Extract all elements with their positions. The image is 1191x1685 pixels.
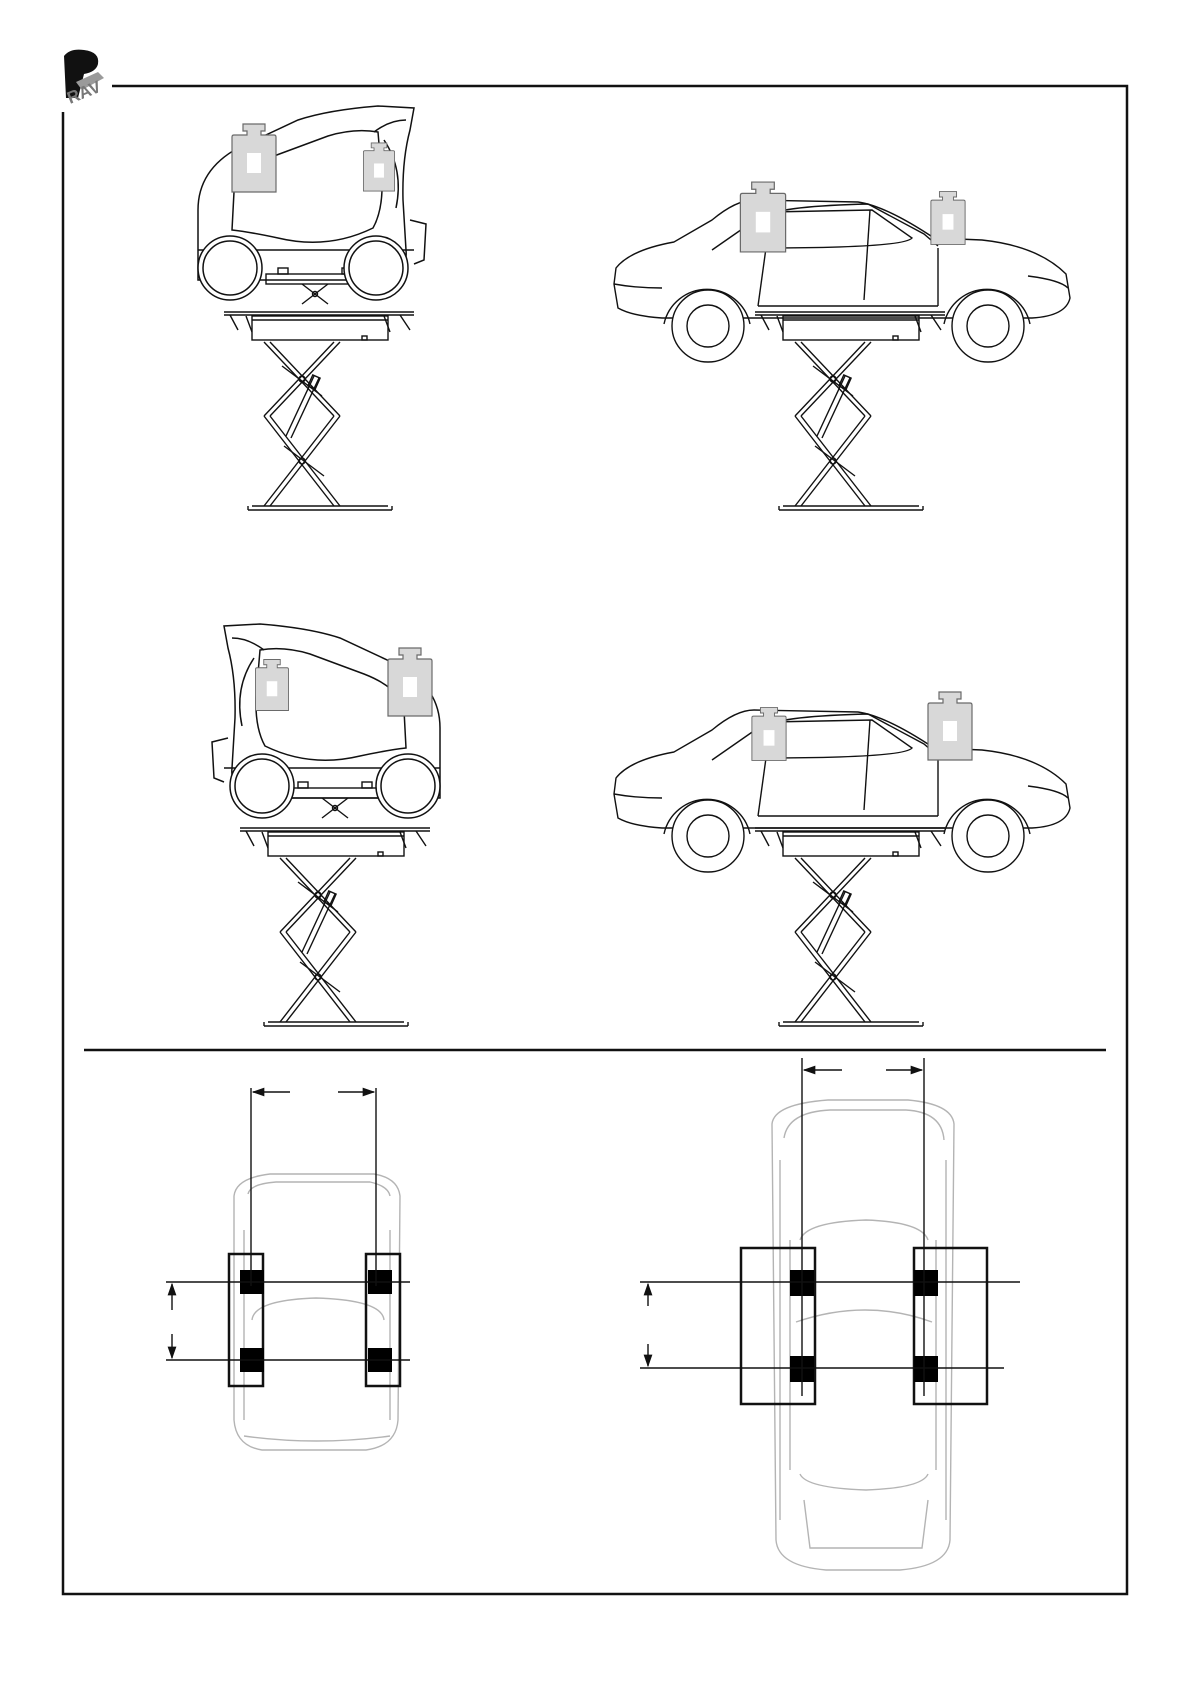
scenario-sedan-bottom (614, 692, 1070, 1026)
logo-monogram: RAV (64, 77, 104, 108)
weight-icon-small-c (256, 660, 289, 711)
weight-icon-large-c (388, 648, 432, 716)
short-car-outline (234, 1174, 400, 1450)
scissor-lift-c (240, 828, 430, 1026)
plan-view-short-car (166, 1088, 410, 1450)
scissor-lift-b (755, 312, 945, 510)
lift-table-c (286, 782, 384, 818)
sedan-b (614, 200, 1070, 362)
lift-pad (914, 1270, 938, 1296)
plan-view-sedan (640, 1058, 1020, 1570)
scenario-sedan-top (614, 182, 1070, 510)
dimension-lines-short-car (166, 1088, 410, 1360)
weight-icon-large-d (928, 692, 972, 760)
scissor-lift-a (224, 312, 414, 510)
weight-icon-small-d (752, 708, 786, 761)
weight-icon-large-a (232, 124, 276, 192)
scenario-short-car-top (198, 106, 426, 510)
dimension-lines-sedan (640, 1058, 1020, 1396)
scenario-short-car-bottom (212, 624, 440, 1026)
sedan-d (614, 710, 1070, 872)
scissor-lift-d (755, 828, 945, 1026)
weight-icon-large-b (740, 182, 785, 252)
sedan-outline (772, 1100, 954, 1570)
weight-icon-small-b (931, 192, 965, 245)
rav-logo-icon (64, 50, 104, 108)
lift-pad (914, 1356, 938, 1382)
